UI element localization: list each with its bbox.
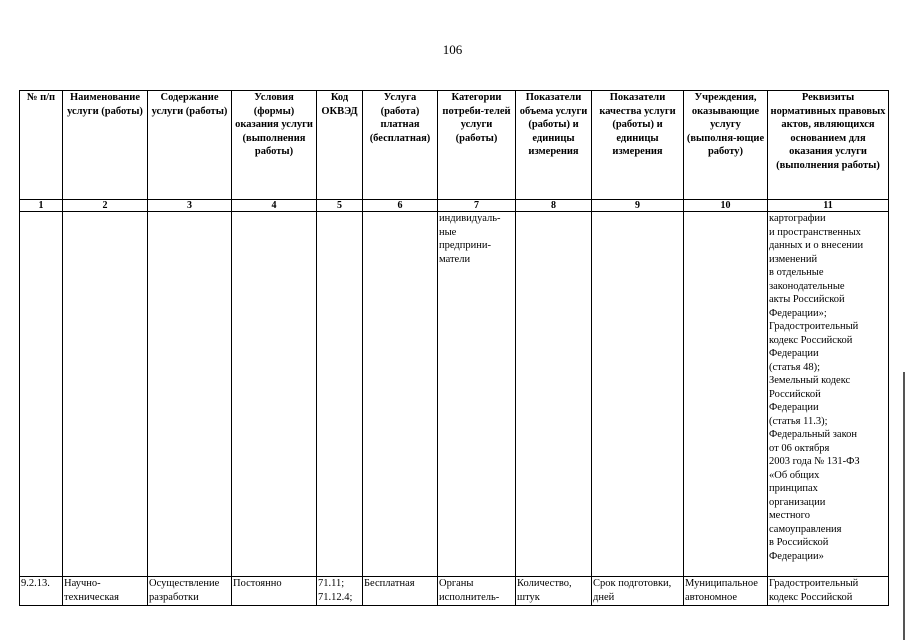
column-number-row [20, 200, 889, 212]
okved-code-cell: 71.11; 71.12.4; [317, 577, 363, 606]
table-cell [232, 212, 317, 577]
column-number: 10 [684, 200, 768, 212]
header-cell: Реквизиты нормативных правовых актов, являющихся основанием для оказания услуги (выполнения работы) [768, 91, 889, 200]
table-cell [516, 212, 592, 577]
header-cell: Категории потреби-телей услуги (работы) [438, 91, 516, 200]
table-cell [317, 212, 363, 577]
quality-indicator-cell: Срок подготовки, дней [592, 577, 684, 606]
header-cell: Код ОКВЭД [317, 91, 363, 200]
legal-acts-cell: Градостроительный кодекс Российской [768, 577, 889, 606]
column-number: 3 [148, 200, 232, 212]
service-name-cell: Научно- техническая [63, 577, 148, 606]
column-number: 9 [592, 200, 684, 212]
header-cell: Наименование услуги (работы) [63, 91, 148, 200]
table-cell [148, 212, 232, 577]
institution-cell: Муниципальное автономное [684, 577, 768, 606]
table-cell [592, 212, 684, 577]
table-cell [363, 212, 438, 577]
column-number: 11 [768, 200, 889, 212]
services-table [19, 90, 889, 606]
service-conditions-cell: Постоянно [232, 577, 317, 606]
paid-free-cell: Бесплатная [363, 577, 438, 606]
table-cell [20, 212, 63, 577]
column-number: 2 [63, 200, 148, 212]
table-row [20, 577, 889, 606]
column-number: 4 [232, 200, 317, 212]
consumer-category-cell: индивидуаль- ные предприни- матели [438, 212, 516, 577]
column-number: 7 [438, 200, 516, 212]
legal-acts-cell: картографии и пространственных данных и о внесении изменений в отдельные законодательные акты Российской Федерации»; Градостроительный кодекс Российской Федерации (статья 48); Земельный кодекс Российской Федерации (статья 11.3); Федеральный закон от 06 октября 2003 года № 131-ФЗ «Об общих принципах организации местного самоуправления в Российской Федерации» [768, 212, 889, 577]
header-cell: Содержание услуги (работы) [148, 91, 232, 200]
header-cell: Показатели качества услуги (работы) и единицы измерения [592, 91, 684, 200]
header-cell: Условия (формы) оказания услуги (выполнения работы) [232, 91, 317, 200]
volume-indicator-cell: Количество, штук [516, 577, 592, 606]
row-number-cell: 9.2.13. [20, 577, 63, 606]
header-cell: № п/п [20, 91, 63, 200]
column-number: 1 [20, 200, 63, 212]
column-number: 8 [516, 200, 592, 212]
column-number: 5 [317, 200, 363, 212]
header-row [20, 91, 889, 200]
header-cell: Показатели объема услуги (работы) и единицы измерения [516, 91, 592, 200]
table-cell [684, 212, 768, 577]
table-cell [63, 212, 148, 577]
service-content-cell: Осуществление разработки [148, 577, 232, 606]
page-number: 106 [442, 42, 463, 57]
header-cell: Учреждения, оказывающие услугу (выполня-ющие работу) [684, 91, 768, 200]
table-row [20, 212, 889, 577]
header-cell: Услуга (работа) платная (бесплатная) [363, 91, 438, 200]
column-number: 6 [363, 200, 438, 212]
consumer-category-cell: Органы исполнитель- [438, 577, 516, 606]
